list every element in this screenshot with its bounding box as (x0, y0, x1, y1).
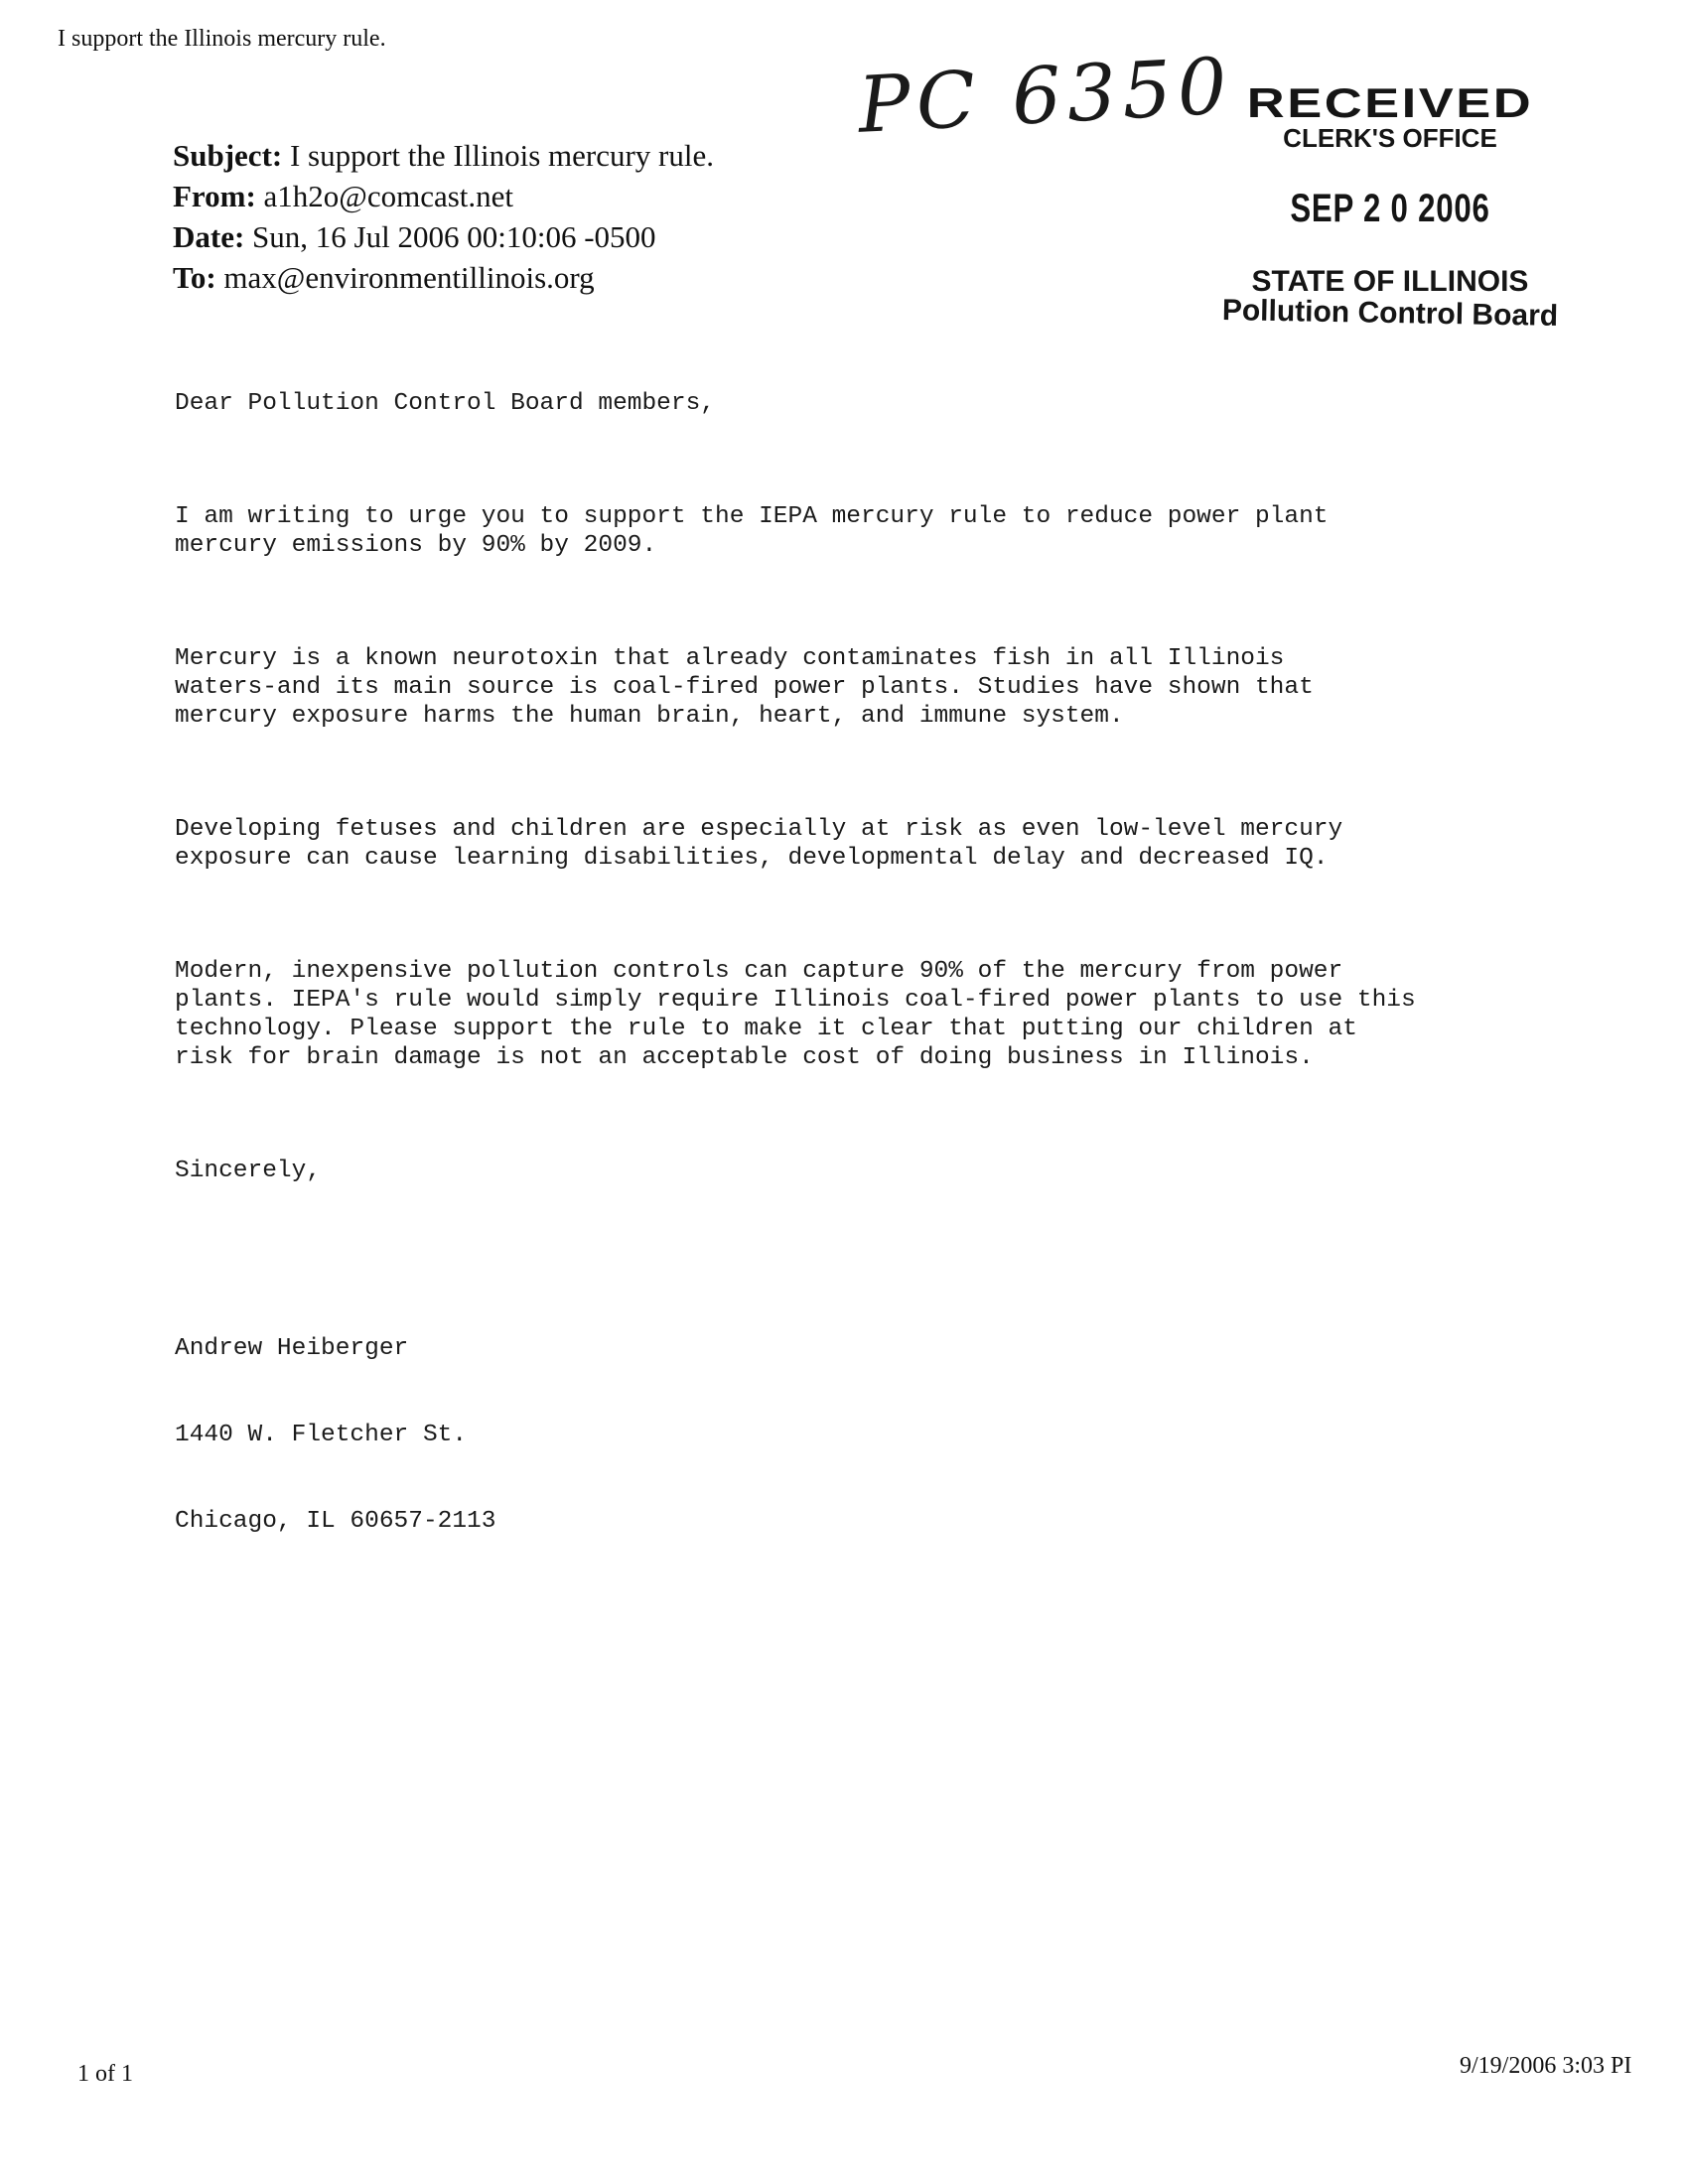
stamp-date: SEP 2 0 2006 (1290, 187, 1490, 230)
email-from-row (173, 176, 714, 216)
letter-salutation: Dear Pollution Control Board members, (175, 390, 715, 417)
letter-paragraph-1: I am writing to urge you to support the IEPA mercury rule to reduce power plant mercury emissions by 90% by 2009. (175, 503, 1329, 559)
from-label: From: (173, 179, 256, 213)
email-headers (173, 135, 714, 298)
date-value: Sun, 16 Jul 2006 00:10:06 -0500 (252, 219, 656, 254)
subject-value: I support the Illinois mercury rule. (289, 138, 714, 173)
received-stamp (1221, 79, 1559, 333)
handwritten-note: PC 6350 (856, 42, 1235, 151)
letter-paragraph-3: Developing fetuses and children are especially at risk as even low-level mercury exposure can cause learning disabilities, developmental delay and decreased IQ. (175, 816, 1343, 872)
email-date-row (173, 216, 714, 257)
to-value: max@environmentillinois.org (223, 260, 595, 295)
letter-paragraph-4: Modern, inexpensive pollution controls can capture 90% of the mercury from power plants. IEPA's rule would simply require Illinois coal-fired power plants to use this technology. Please support the rule to make it clear that putting our children at risk for brain damage is not an acceptable cost of doing business in Illinois. (175, 958, 1416, 1071)
signature-name: Andrew Heiberger (175, 1335, 409, 1362)
signature-city: Chicago, IL 60657-2113 (175, 1508, 496, 1535)
stamp-received-label: RECEIVED (1246, 79, 1534, 126)
page-header-title: I support the Illinois mercury rule. (58, 26, 386, 52)
letter-body (175, 332, 1565, 1565)
letter-paragraph-2: Mercury is a known neurotoxin that already contaminates fish in all Illinois waters-and its main source is coal-fired power plants. Studies have shown that mercury exposure harms the human brain, heart, and immune system. (175, 645, 1314, 730)
footer-page-count: 1 of 1 (77, 2061, 133, 2087)
footer-timestamp: 9/19/2006 3:03 PI (1460, 2053, 1632, 2079)
email-subject-row (173, 135, 714, 176)
stamp-board-label: Pollution Control Board (1221, 294, 1559, 333)
stamp-state-label: STATE OF ILLINOIS (1251, 265, 1529, 298)
letter-closing: Sincerely, (175, 1158, 322, 1184)
signature-street: 1440 W. Fletcher St. (175, 1422, 468, 1448)
from-value: a1h2o@comcast.net (263, 179, 514, 213)
email-to-row (173, 257, 714, 298)
subject-label: Subject: (173, 138, 283, 173)
to-label: To: (173, 260, 216, 295)
stamp-office-label: CLERK'S OFFICE (1283, 123, 1497, 153)
date-label: Date: (173, 219, 245, 254)
